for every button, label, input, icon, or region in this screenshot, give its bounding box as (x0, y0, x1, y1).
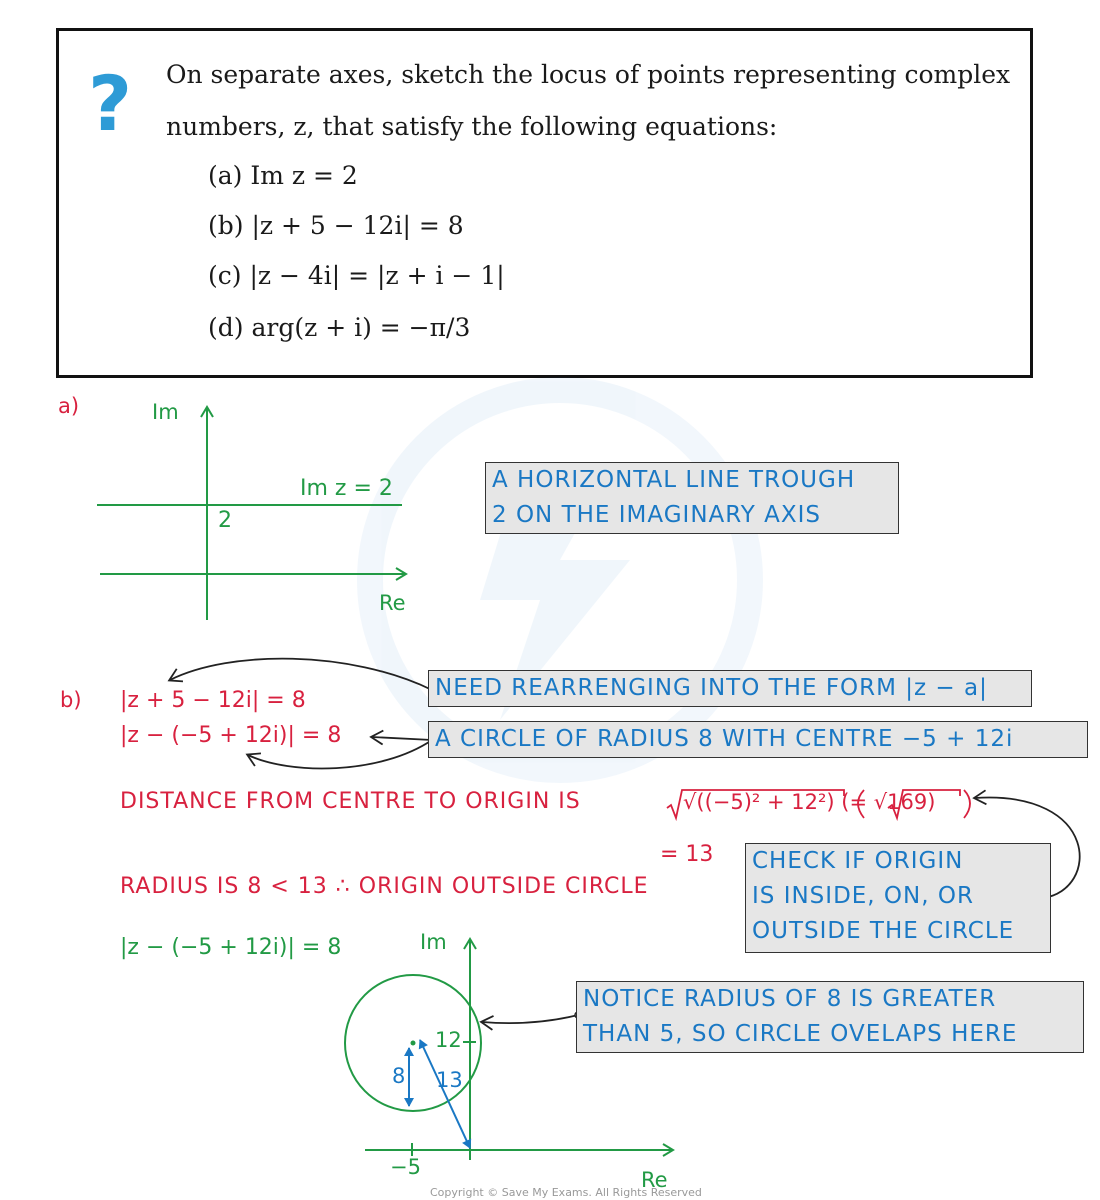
note-check-origin-line2: IS INSIDE, ON, OR (752, 883, 974, 909)
circle-centre (411, 1041, 416, 1046)
note-check-origin (745, 843, 1051, 953)
question-part-b: (b) |z + 5 − 12i| = 8 (208, 211, 464, 240)
note-circle-radius: A CIRCLE OF RADIUS 8 WITH CENTRE −5 + 12i (428, 721, 1088, 758)
label-neg5: −5 (390, 1155, 421, 1179)
question-part-a: (a) Im z = 2 (208, 161, 358, 190)
part-b-eq1: |z + 5 − 12i| = 8 (120, 688, 306, 713)
label-12: 12 (435, 1028, 462, 1052)
note-check-origin-line3: OUTSIDE THE CIRCLE (752, 918, 1015, 944)
part-a-intercept-label: 2 (218, 508, 232, 533)
part-a-re-label: Re (379, 591, 406, 615)
note-rearrange: NEED REARRENGING INTO THE FORM |z − a| (428, 670, 1032, 707)
label-8: 8 (392, 1064, 406, 1088)
radius-comparison: RADIUS IS 8 < 13 ∴ ORIGIN OUTSIDE CIRCLE (120, 874, 649, 899)
connector-note4 (482, 1015, 578, 1023)
question-part-c: (c) |z − 4i| = |z + i − 1| (208, 261, 505, 290)
copyright-text: Copyright © Save My Exams. All Rights Reserved (430, 1186, 702, 1199)
part-b-eq2: |z − (−5 + 12i)| = 8 (120, 723, 342, 748)
question-part-d: (d) arg(z + i) = −π/3 (208, 313, 471, 342)
part-a-note-line2: 2 ON THE IMAGINARY AXIS (492, 502, 821, 528)
distance-expression: √((−5)² + 12²) (= √169) (683, 790, 936, 814)
distance-text: DISTANCE FROM CENTRE TO ORIGIN IS (120, 789, 581, 814)
note-overlap-line1: NOTICE RADIUS OF 8 IS GREATER (583, 986, 997, 1012)
part-a-label: a) (58, 394, 80, 418)
part-b-im-label: Im (420, 930, 447, 954)
note-check-origin-line1: CHECK IF ORIGIN (752, 848, 964, 874)
part-b-eq3: |z − (−5 + 12i)| = 8 (120, 935, 342, 960)
part-a-line-label: Im z = 2 (300, 476, 393, 501)
question-mark-icon: ? (88, 59, 133, 148)
watermark-logo (370, 390, 750, 770)
question-intro-line2: numbers, z, that satisfy the following equations: (166, 112, 778, 141)
part-b-re-label: Re (641, 1168, 668, 1192)
part-b-label: b) (60, 688, 82, 712)
part-a-note (485, 462, 899, 534)
note-overlap-line2: THAN 5, SO CIRCLE OVELAPS HERE (583, 1021, 1018, 1047)
question-intro-line1: On separate axes, sketch the locus of points representing complex (166, 60, 1011, 89)
connector-note2-a (372, 737, 432, 740)
note-overlap (576, 981, 1084, 1053)
part-a-im-label: Im (152, 400, 179, 424)
distance-result: = 13 (660, 842, 714, 867)
label-13: 13 (436, 1068, 463, 1092)
distance-arrow (420, 1040, 470, 1148)
part-a-note-line1: A HORIZONTAL LINE TROUGH (492, 467, 856, 493)
